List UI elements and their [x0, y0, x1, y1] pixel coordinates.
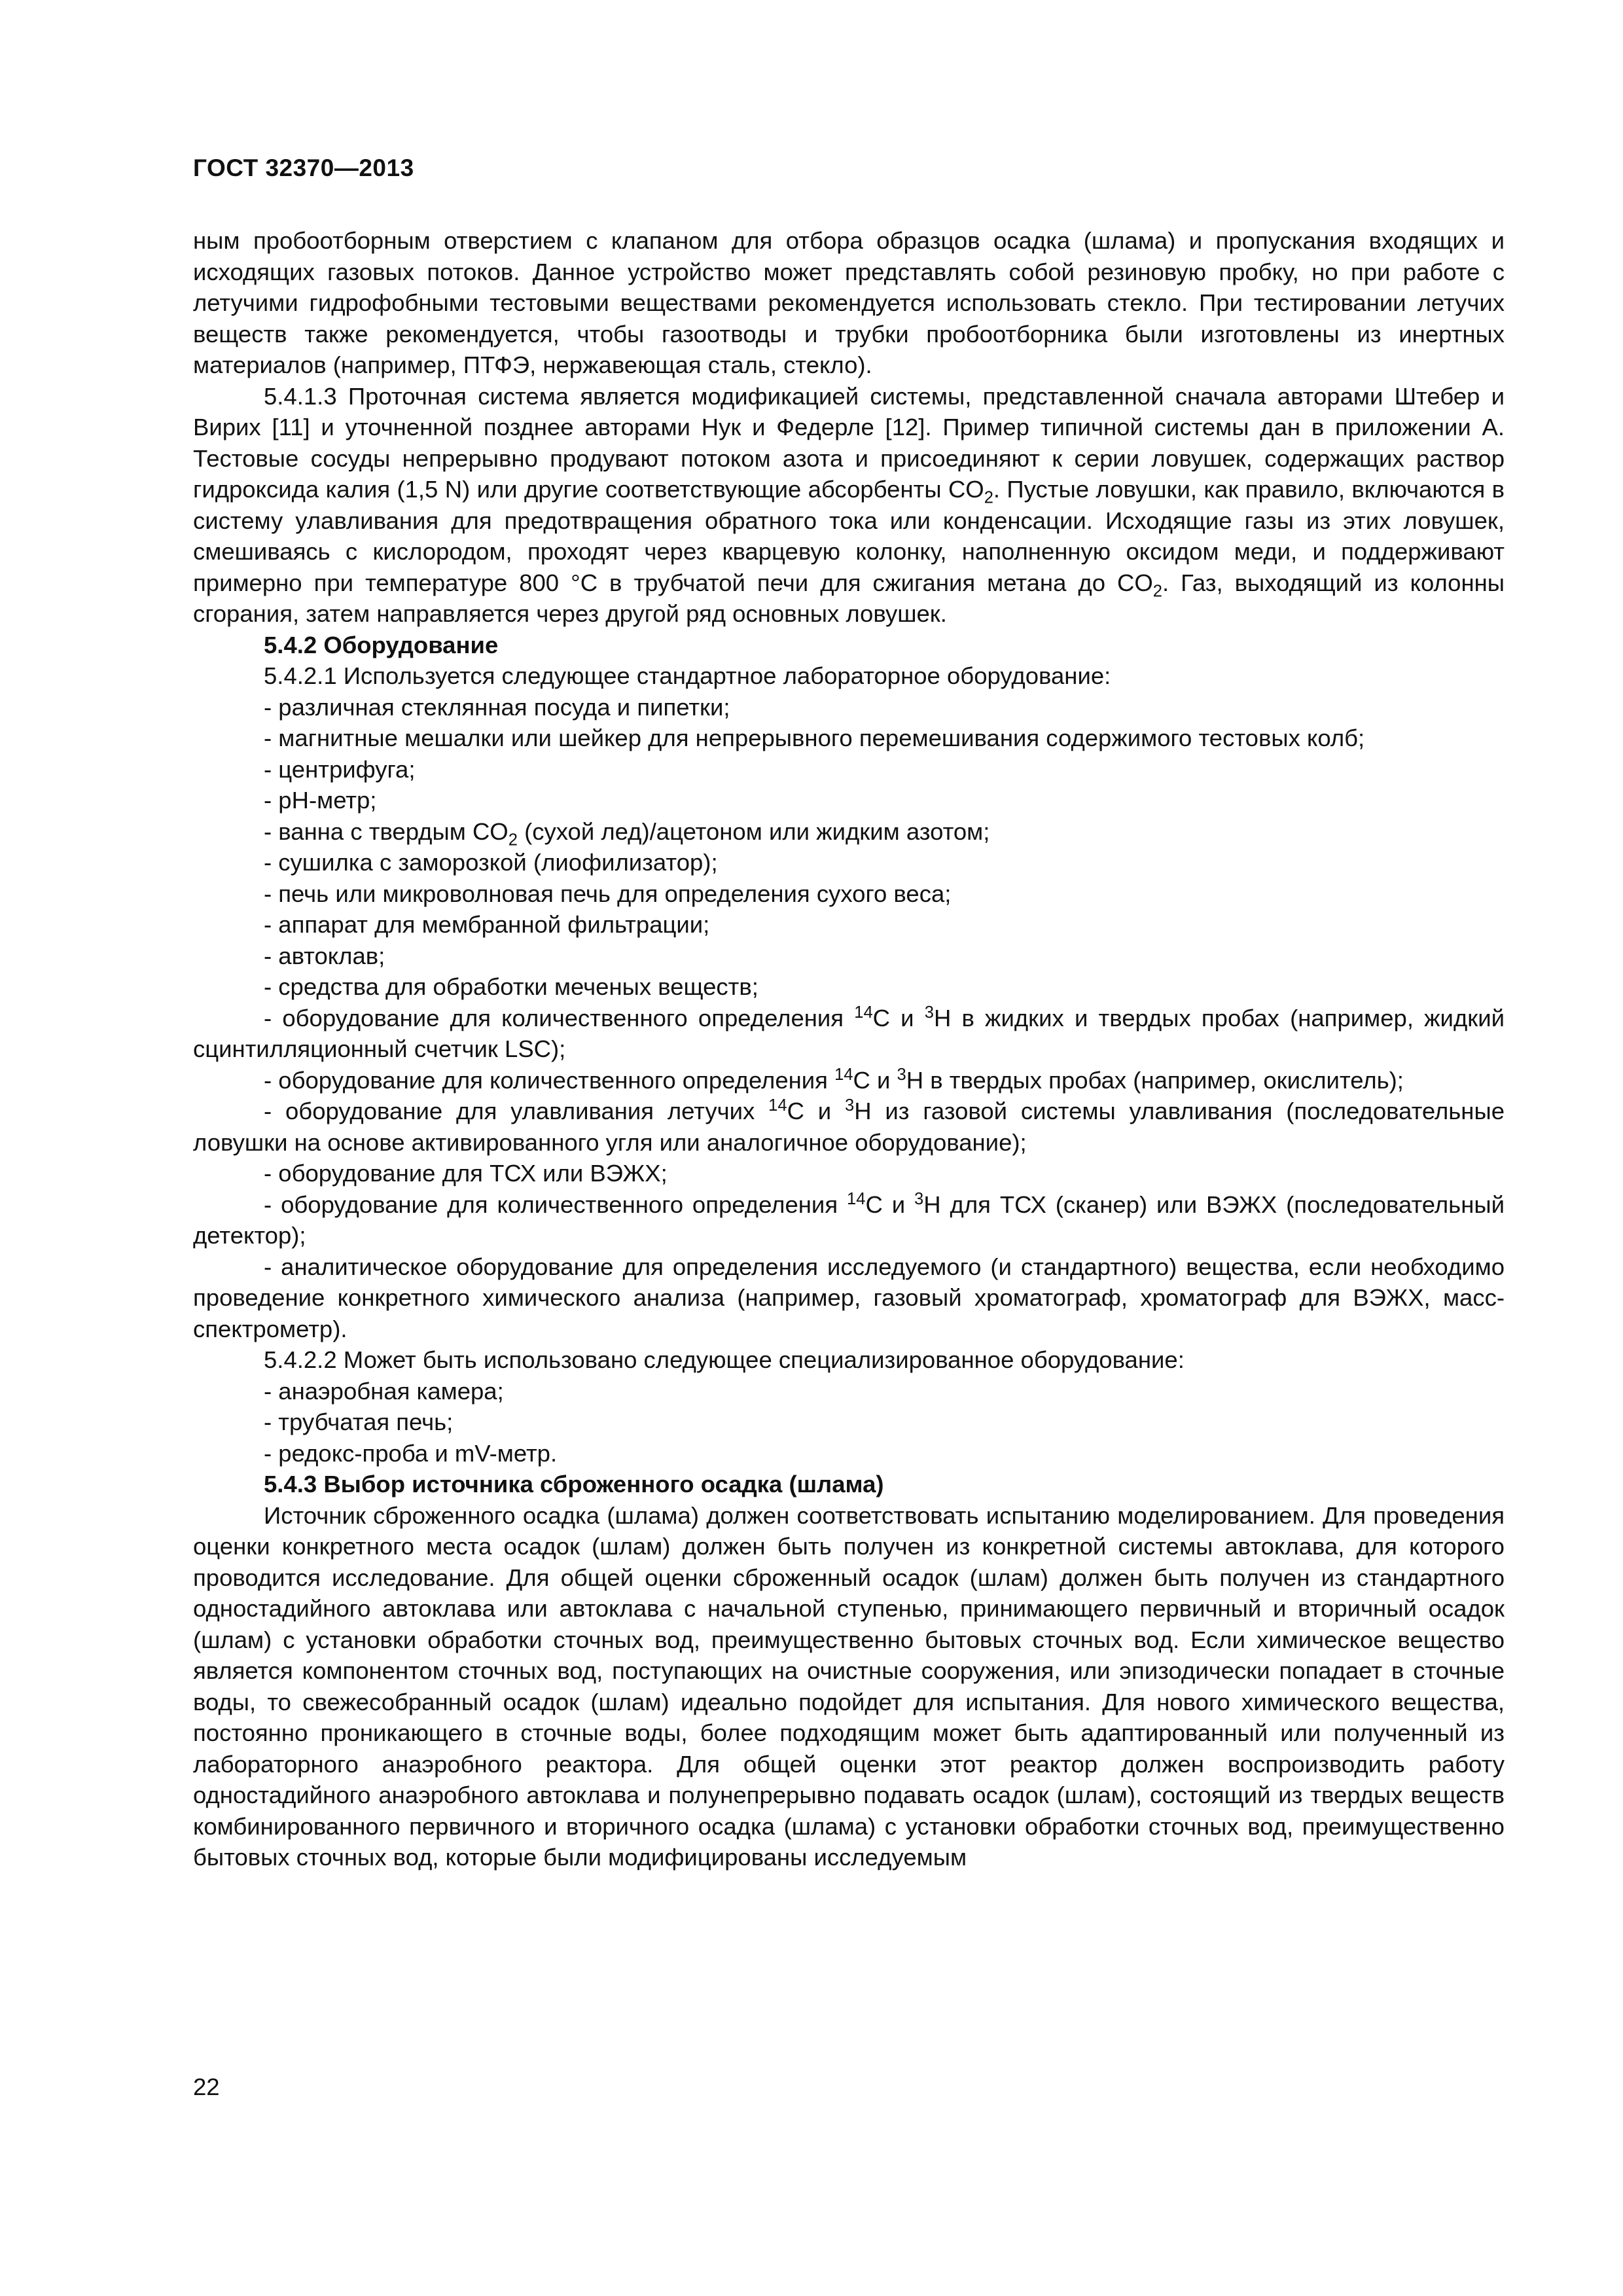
list-item: - трубчатая печь;	[264, 1408, 454, 1435]
list-item: - аппарат для мембранной фильтрации;	[264, 911, 710, 938]
list-item: - pH-метр;	[264, 787, 377, 814]
list-item: - центрифуга;	[264, 755, 416, 783]
paragraph-5-4-2-1: 5.4.2.1 Используется следующее стандартное лабораторное оборудование:	[264, 662, 1111, 689]
list-item: - печь или микроволновая печь для определения сухого веса;	[264, 880, 952, 907]
body-text	[193, 225, 1505, 1873]
list-item: - сушилка с заморозкой (лиофилизатор);	[264, 849, 718, 876]
list-item: - оборудование для количественного определения $^{14}$С и $^3$Н для ТСХ (сканер) или ВЭЖХ (последовательный детектор);	[193, 1189, 1505, 1249]
list-item: - оборудование для количественного определения $^{14}$С и $^3$Н в твердых пробах (например, окислитель);	[264, 1065, 1404, 1094]
list-item: - оборудование для ТСХ или ВЭЖХ;	[264, 1160, 668, 1187]
list-item: - автоклав;	[264, 942, 385, 969]
list-item: - редокс-проба и mV-метр.	[264, 1439, 558, 1467]
document-header: ГОСТ 32370—2013	[193, 154, 414, 181]
list-item: - оборудование для улавливания летучих $^{14}$С и $^3$Н из газовой системы улавливания (последовательные ловушки на основе активированного угля или аналогичное оборудование);	[193, 1096, 1505, 1156]
list-item: - аналитическое оборудование для определения исследуемого (и стандартного) вещества, если необходимо проведение конкретного химического анализа (например, газовый хроматограф, хроматограф для ВЭЖХ, масс-спектрометр).	[193, 1253, 1505, 1342]
section-heading-5-4-2: 5.4.2 Оборудование	[264, 631, 499, 658]
list-item: - средства для обработки меченых веществ;	[264, 973, 758, 1000]
section-heading-5-4-3: 5.4.3 Выбор источника сброженного осадка (шлама)	[264, 1471, 884, 1498]
list-item: - магнитные мешалки или шейкер для непрерывного перемешивания содержимого тестовых колб;	[264, 725, 1365, 751]
paragraph-sludge-source: Источник сброженного осадка (шлама) должен соответствовать испытанию моделированием. Для проведения оценки конкретного места осадок (шлам) должен быть получен из конкретной системы автоклава, для которого проводится исследование. Для общей оценки сброженный осадок (шлам) должен быть получен из стандартного одностадийного автоклава или автоклава с начальной ступенью, принимающего первичный и вторичный осадок (шлам) с установки обработки сточных вод, преимущественно бытовых сточных вод. Если химическое вещество является компонентом сточных вод, поступающих на очистные сооружения, или эпизодически попадает в сточные воды, то свежесобранный осадок (шлам) идеально подойдет для испытания. Для нового химического вещества, постоянно проникающего в сточные воды, более подходящим может быть адаптированный или полученный из лабораторного анаэробного реактора. Для общей оценки этот реактор должен воспроизводить работу одностадийного анаэробного автоклава и полунепрерывно подавать осадок (шлам), состоящий из твердых веществ комбинированного первичного и вторичного осадка (шлама) с установки обработки сточных вод, преимущественно бытовых сточных вод, которые были модифицированы исследуемым	[193, 1501, 1505, 1871]
page-number: 22	[193, 2073, 220, 2100]
paragraph-5-4-2-2: 5.4.2.2 Может быть использовано следующее специализированное оборудование:	[264, 1346, 1185, 1373]
paragraph-sampling-port: ным пробоотборным отверстием с клапаном для отбора образцов осадка (шлама) и пропускания входящих и исходящих газовых потоков. Данное устройство может представлять собой резиновую пробку, но при работе с летучими гидрофобными тестовыми веществами рекомендуется использовать стекло. При тестировании летучих веществ также рекомендуется, чтобы газоотводы и трубки пробоотборника были изготовлены из инертных материалов (например, ПТФЭ, нержавеющая сталь, стекло).	[193, 227, 1505, 378]
list-item: - оборудование для количественного определения $^{14}$С и $^3$Н в жидких и твердых пробах (например, жидкий сцинтилляционный счетчик LSC);	[193, 1003, 1505, 1062]
list-item: - анаэробная камера;	[264, 1377, 504, 1405]
list-item: - ванна с твердым $CO_2$ (сухой лед)/ацетоном или жидким азотом;	[264, 817, 990, 849]
paragraph-5-4-1-3: 5.4.1.3 Проточная система является модификацией системы, представленной сначала авторами Штебер и Вирих [11] и уточненной позднее авторами Нук и Федерле [12]. Пример типичной системы дан в приложении А. Тестовые сосуды непрерывно продувают потоком азота и присоединяют к серии ловушек, содержащих раствор гидроксида калия (1,5 N) или другие соответствующие абсорбенты $CO_2$. Пустые ловушки, как правило, включаются в систему улавливания для предотвращения обратного тока или конденсации. Исходящие газы из этих ловушек, смешиваясь с кислородом, проходят через кварцевую колонку, наполненную оксидом меди, и поддерживают примерно при температуре 800 °С в трубчатой печи для сжигания метана до $CO_2$. Газ, выходящий из колонны сгорания, затем направляется через другой ряд основных ловушек.	[193, 382, 1505, 627]
list-item: - различная стеклянная посуда и пипетки;	[264, 693, 730, 721]
